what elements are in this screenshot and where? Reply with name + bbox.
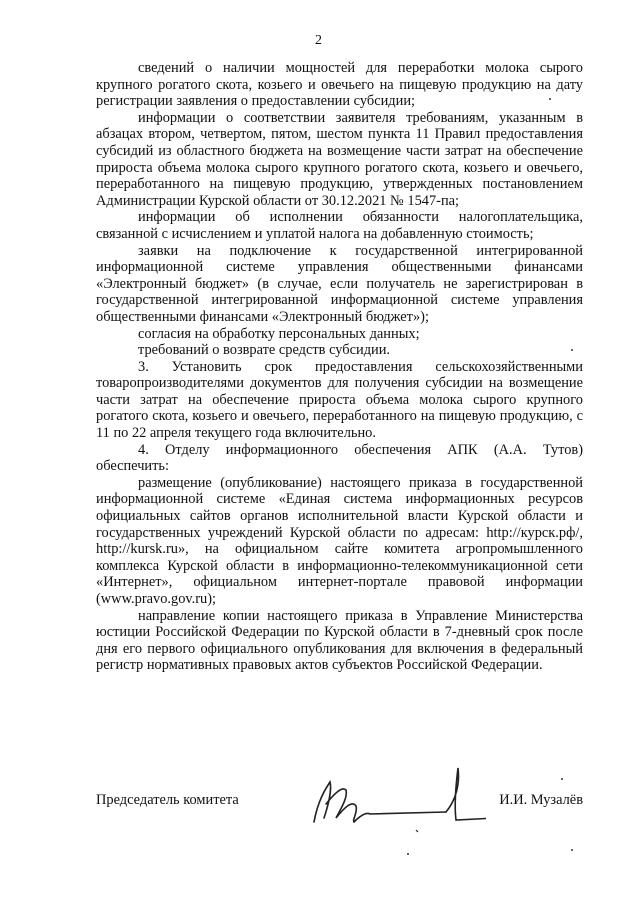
document-body [96, 60, 583, 674]
paragraph: размещение (опубликование) настоящего приказа в государственной информационной системе «Единая система информационных ресурсов официальных сайтов органов исполнительной власти Курской области и государственных учреждений Курской области по адресам: http://курск.рф/, http://kursk.ru», на официальном сайте комитета агропромышленного комплекса Курской области в информационно-телекоммуникационной сети «Интернет», официальном интернет-портале правовой информации (www.pravo.gov.ru); [96, 474, 583, 607]
page-number: 2 [315, 33, 322, 48]
scan-speck [407, 853, 409, 855]
paragraph: направление копии настоящего приказа в Управление Министерства юстиции Российской Федерации по Курской области в 7-дневный срок после дня его первого официального опубликования для включения в федеральный регистр нормативных правовых актов субъектов Российской Федерации. [96, 607, 583, 674]
handwritten-signature [296, 760, 486, 840]
paragraph: информации об исполнении обязанности налогоплательщика, связанной с исчислением и уплатой налога на добавленную стоимость; [96, 209, 583, 242]
paragraph: согласия на обработку персональных данных; [138, 325, 420, 342]
paragraph: заявки на подключение к государственной интегрированной информационной системе управления общественными финансами «Электронный бюджет» (в случае, если получатель не зарегистрирован в государственной интегрированной информационной системе управления общественными финансами «Электронный бюджет»); [96, 242, 583, 325]
paragraph: требований о возврате средств субсидии. [138, 342, 391, 359]
signatory-title: Председатель комитета [96, 792, 239, 808]
scan-speck [571, 349, 573, 351]
paragraph: информации о соответствии заявителя требованиям, указанным в абзацах втором, четвертом, пятом, шестом пункта 11 Правил предоставления субсидий из областного бюджета на возмещение части затрат на обеспечение прироста объема молока сырого крупного рогатого скота, козьего и овечьего, переработанного на пищевую продукцию, утвержденных постановлением Администрации Курской области от 30.12.2021 № 1547-па; [96, 109, 583, 209]
paragraph: сведений о наличии мощностей для переработки молока сырого крупного рогатого скота, козьего и овечьего на пищевую продукцию на дату регистрации заявления о предоставлении субсидии; [96, 60, 583, 110]
signature-block [96, 760, 583, 840]
paragraph: 4. Отделу информационного обеспечения АПК (А.А. Тутов) обеспечить: [96, 441, 583, 475]
scan-speck [561, 778, 563, 780]
paragraph: 3. Установить срок предоставления сельскохозяйственными товаропроизводителями документов для получения субсидии на возмещение части затрат на обеспечение прироста объема молока сырого крупного рогатого скота, козьего и овечьего, переработанного на пищевую продукцию, с 11 по 22 апреля текущего года включительно. [96, 358, 583, 442]
scan-speck [571, 849, 573, 851]
signatory-name: И.И. Музалёв [499, 792, 583, 808]
scan-speck [549, 98, 551, 100]
